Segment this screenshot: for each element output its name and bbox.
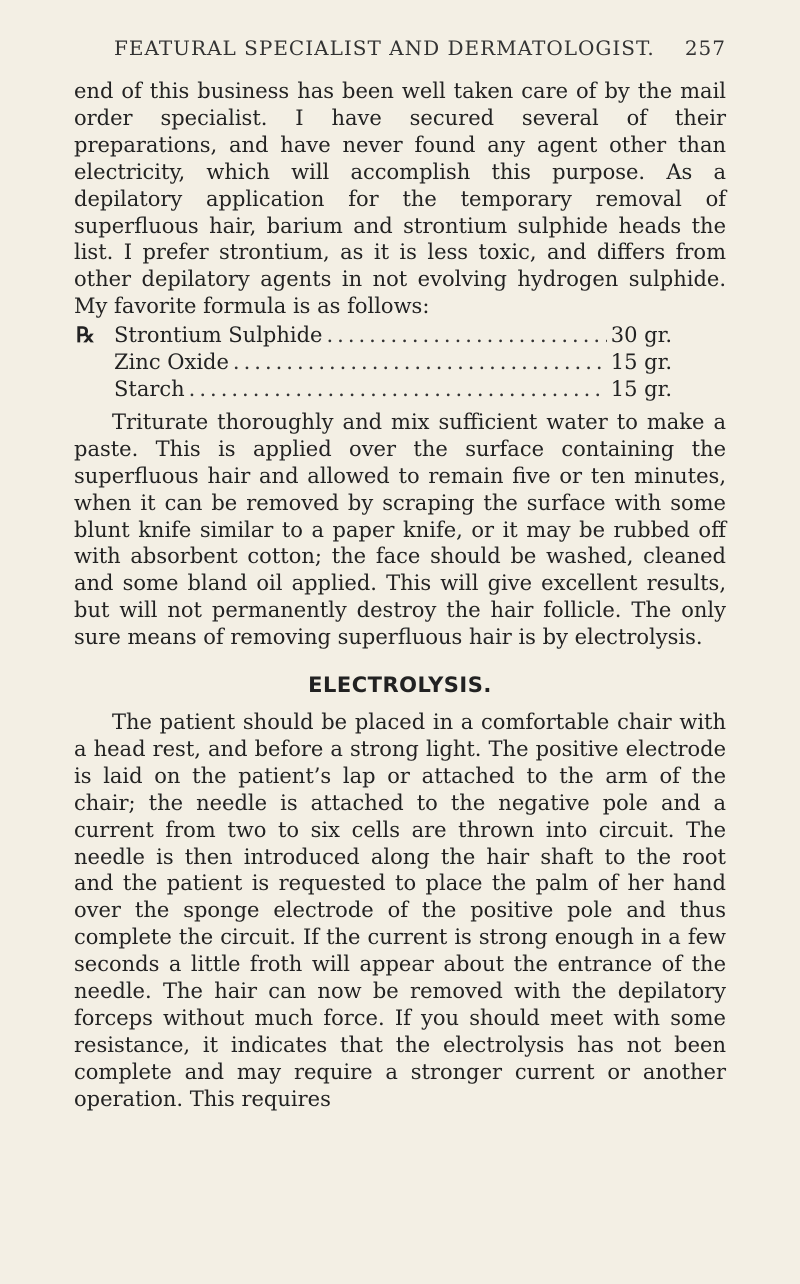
formula-ingredient: ℞ Strontium Sulphide [76, 322, 323, 348]
formula-ingredient: Starch [114, 376, 185, 401]
paragraph-electrolysis: The patient should be placed in a comfortable chair with a head rest, and before a strong light. The positive electrode is laid on the patient’s lap or attached to the arm of the chair; the needle is attached to the negative pole and a current from two to six cells are thrown into circuit. The needle is then introduced along the hair shaft to the root and the patient is requested to place the palm of her hand over the sponge electrode of the positive pole and thus complete the circuit. If the current is strong enough in a few seconds a little froth will appear about the entrance of the needle. The hair can now be removed with the depilatory forceps without much force. If you should meet with some resistance, it indicates that the electrolysis has not been complete and may require a stronger current or another operation. This requires [74, 710, 726, 1111]
running-head [74, 36, 726, 60]
formula-quantity: 15 gr. [610, 376, 672, 401]
formula-row [74, 376, 726, 403]
page-number: 257 [684, 36, 726, 60]
formula-quantity: 15 gr. [610, 350, 672, 375]
formula-block [74, 322, 726, 403]
formula-row [74, 349, 726, 376]
running-head-title: FEATURAL SPECIALIST AND DERMATOLOGIST. [114, 36, 655, 60]
rx-symbol: ℞ [76, 322, 95, 348]
dot-leader [189, 376, 607, 403]
section-heading: ELECTROLYSIS. [308, 673, 492, 698]
formula-quantity: 30 gr. [610, 323, 672, 348]
formula-row [74, 322, 726, 349]
paragraph-depilatory-intro: end of this business has been well taken care of by the mail order specialist. I have secured several of their preparations, and have never found any agent other than electricity, which will accomplish this purpose. As a depilatory application for the temporary removal of superfluous hair, barium and strontium sulphide heads the list. I prefer strontium, as it is less toxic, and differs from other depilatory agents in not evolving hydrogen sulphide. My favorite formula is as follows: [74, 79, 726, 319]
dot-leader [233, 349, 607, 376]
formula-ingredient: Zinc Oxide [114, 350, 229, 375]
paragraph-instructions: Triturate thoroughly and mix sufficient water to make a paste. This is applied over the surface containing the superfluous hair and allowed to remain five or ten minutes, when it can be removed by scraping the surface with some blunt knife similar to a paper knife, or it may be rubbed off with absorbent cotton; the face should be washed, cleaned and some bland oil applied. This will give excellent results, but will not permanently destroy the hair follicle. The only sure means of removing superfluous hair is by electrolysis. [74, 409, 726, 650]
dot-leader [326, 322, 606, 349]
